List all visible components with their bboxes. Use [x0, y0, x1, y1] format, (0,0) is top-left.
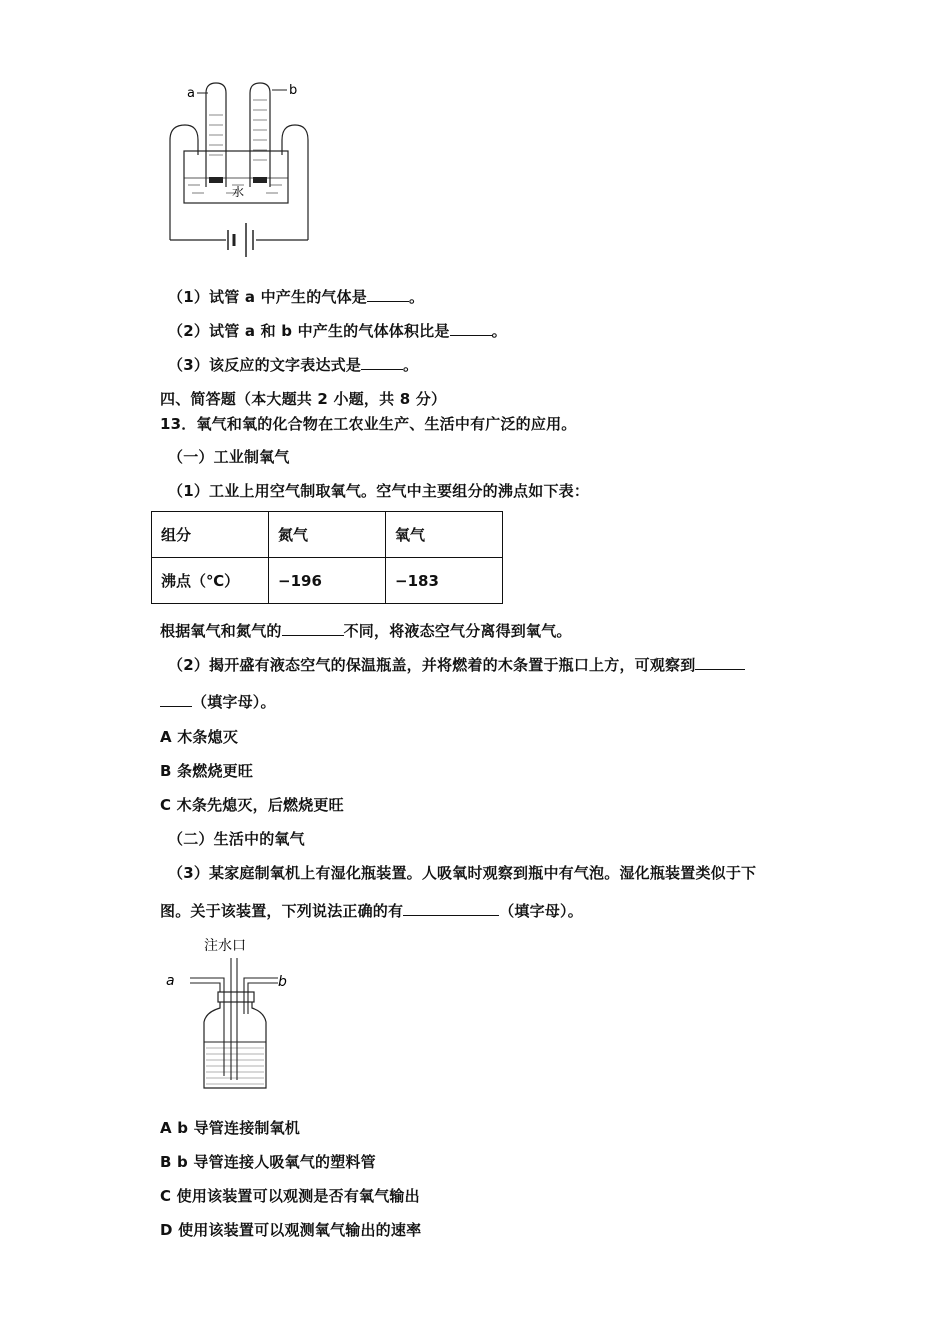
- electrolysis-figure: [160, 75, 320, 260]
- tube-a-label: a: [187, 86, 195, 101]
- pipe-b-label: b: [278, 974, 287, 990]
- option-c: C 使用该装置可以观测是否有氧气输出: [160, 1187, 420, 1205]
- q13-sub1: （1）工业上用空气制取氧气。空气中主要组分的沸点如下表：: [168, 482, 590, 500]
- table-header-cell: 组分: [152, 512, 269, 558]
- answer-blank[interactable]: [160, 692, 192, 707]
- pipe-a-label: a: [166, 973, 175, 989]
- answer-blank[interactable]: [367, 287, 409, 302]
- table-header-cell: 氧气: [386, 512, 503, 558]
- q12-part1: （1）试管 a 中产生的气体是 。: [168, 288, 425, 306]
- table-header-cell: 氮气: [269, 512, 386, 558]
- humidifier-bottle-figure: [160, 930, 300, 1095]
- q13-sub3-cont: 图。关于该装置，下列说法正确的有 （填字母）。: [160, 902, 583, 920]
- answer-blank[interactable]: [282, 621, 344, 636]
- inlet-label: 注水口: [204, 938, 246, 954]
- table-row: [152, 558, 503, 604]
- answer-blank[interactable]: [361, 355, 403, 370]
- option-d: D 使用该装置可以观测氧气输出的速率: [160, 1221, 422, 1239]
- after-table-text: 根据氧气和氮气的 不同，将液态空气分离得到氧气。: [160, 622, 572, 640]
- table-cell: 沸点（℃）: [152, 558, 269, 604]
- q12-part3: （3）该反应的文字表达式是 。: [168, 356, 419, 374]
- answer-blank[interactable]: [695, 655, 745, 670]
- option-c: C 木条先熄灭，后燃烧更旺: [160, 796, 344, 814]
- table-cell: −196: [269, 558, 386, 604]
- q13-stem: 13．氧气和氧的化合物在工农业生产、生活中有广泛的应用。: [160, 415, 577, 433]
- answer-blank[interactable]: [403, 901, 499, 916]
- water-label: 水: [232, 185, 245, 199]
- option-b: B b 导管连接人吸氧气的塑料管: [160, 1153, 376, 1171]
- table-row: [152, 512, 503, 558]
- answer-blank[interactable]: [450, 321, 492, 336]
- section-title: 四、简答题（本大题共 2 小题，共 8 分）: [160, 390, 447, 408]
- q13-sub3: （3）某家庭制氧机上有湿化瓶装置。人吸氧时观察到瓶中有气泡。湿化瓶装置类似于下: [168, 864, 757, 882]
- tube-b-label: b: [289, 83, 298, 98]
- q12-part2: （2）试管 a 和 b 中产生的气体体积比是 。: [168, 322, 507, 340]
- q13-sub2: （2）揭开盛有液态空气的保温瓶盖，并将燃着的木条置于瓶口上方，可观察到: [168, 654, 745, 675]
- part1-title: （一）工业制氧气: [168, 448, 290, 466]
- option-a: A 木条熄灭: [160, 728, 239, 746]
- q13-sub2-cont: （填字母）。: [160, 691, 276, 712]
- option-b: B 条燃烧更旺: [160, 762, 254, 780]
- boiling-point-table: [151, 511, 503, 604]
- option-a: A b 导管连接制氧机: [160, 1119, 300, 1137]
- table-cell: −183: [386, 558, 503, 604]
- part2-title: （二）生活中的氧气: [168, 830, 305, 848]
